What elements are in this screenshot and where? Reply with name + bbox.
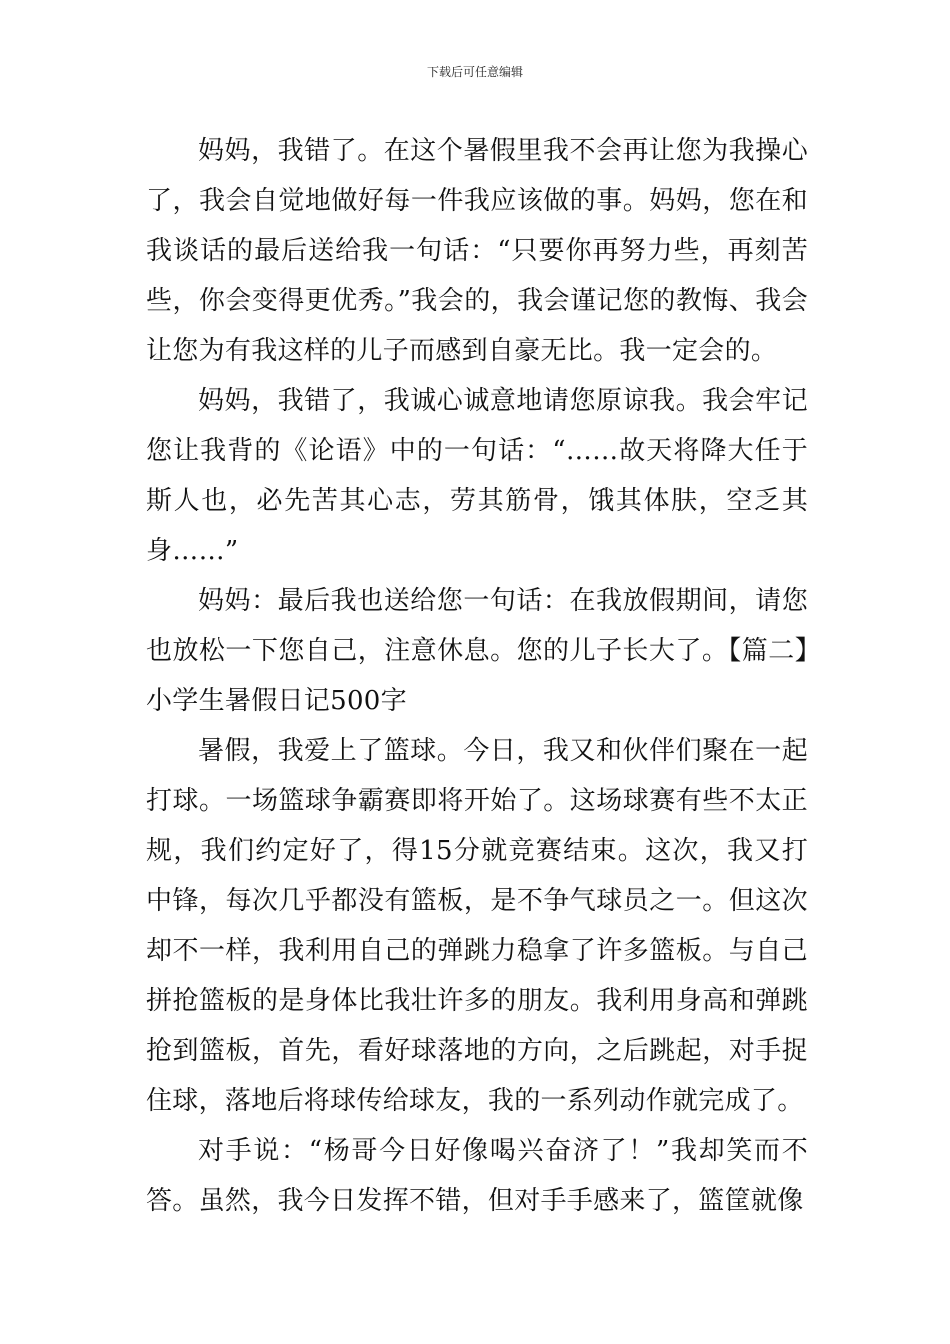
paragraph-5: 对手说：“杨哥今日好像喝兴奋济了！”我却笑而不答。虽然，我今日发挥不错，但对手手感来了，篮筐就像 <box>146 1136 808 1216</box>
document-body <box>146 126 808 1226</box>
page-header: 下载后可任意编辑 <box>426 65 523 79</box>
paragraph-3: 妈妈：最后我也送给您一句话：在我放假期间，请您也放松一下您自己，注意休息。您的儿子长大了。【篇二】小学生暑假日记500字 <box>146 586 808 716</box>
paragraph-1: 妈妈，我错了。在这个暑假里我不会再让您为我操心了，我会自觉地做好每一件我应该做的事。妈妈，您在和我谈话的最后送给我一句话：“只要你再努力些，再刻苦些，你会变得更优秀。”我会的，我会谨记您的教悔、我会让您为有我这样的儿子而感到自豪无比。我一定会的。 <box>146 136 808 366</box>
paragraph-4: 暑假，我爱上了篮球。今日，我又和伙伴们聚在一起打球。一场篮球争霸赛即将开始了。这场球赛有些不太正规，我们约定好了，得15分就竞赛结束。这次，我又打中锋，每次几乎都没有篮板，是不争气球员之一。但这次却不一样，我利用自己的弹跳力稳拿了许多篮板。与自己拼抢篮板的是身体比我壮许多的朋友。我利用身高和弹跳抢到篮板，首先，看好球落地的方向，之后跳起，对手捉住球，落地后将球传给球友，我的一系列动作就完成了。 <box>146 736 808 1116</box>
paragraph-2: 妈妈，我错了，我诚心诚意地请您原谅我。我会牢记您让我背的《论语》中的一句话：“……故天将降大任于斯人也，必先苦其心志，劳其筋骨，饿其体肤，空乏其身……” <box>146 386 808 566</box>
